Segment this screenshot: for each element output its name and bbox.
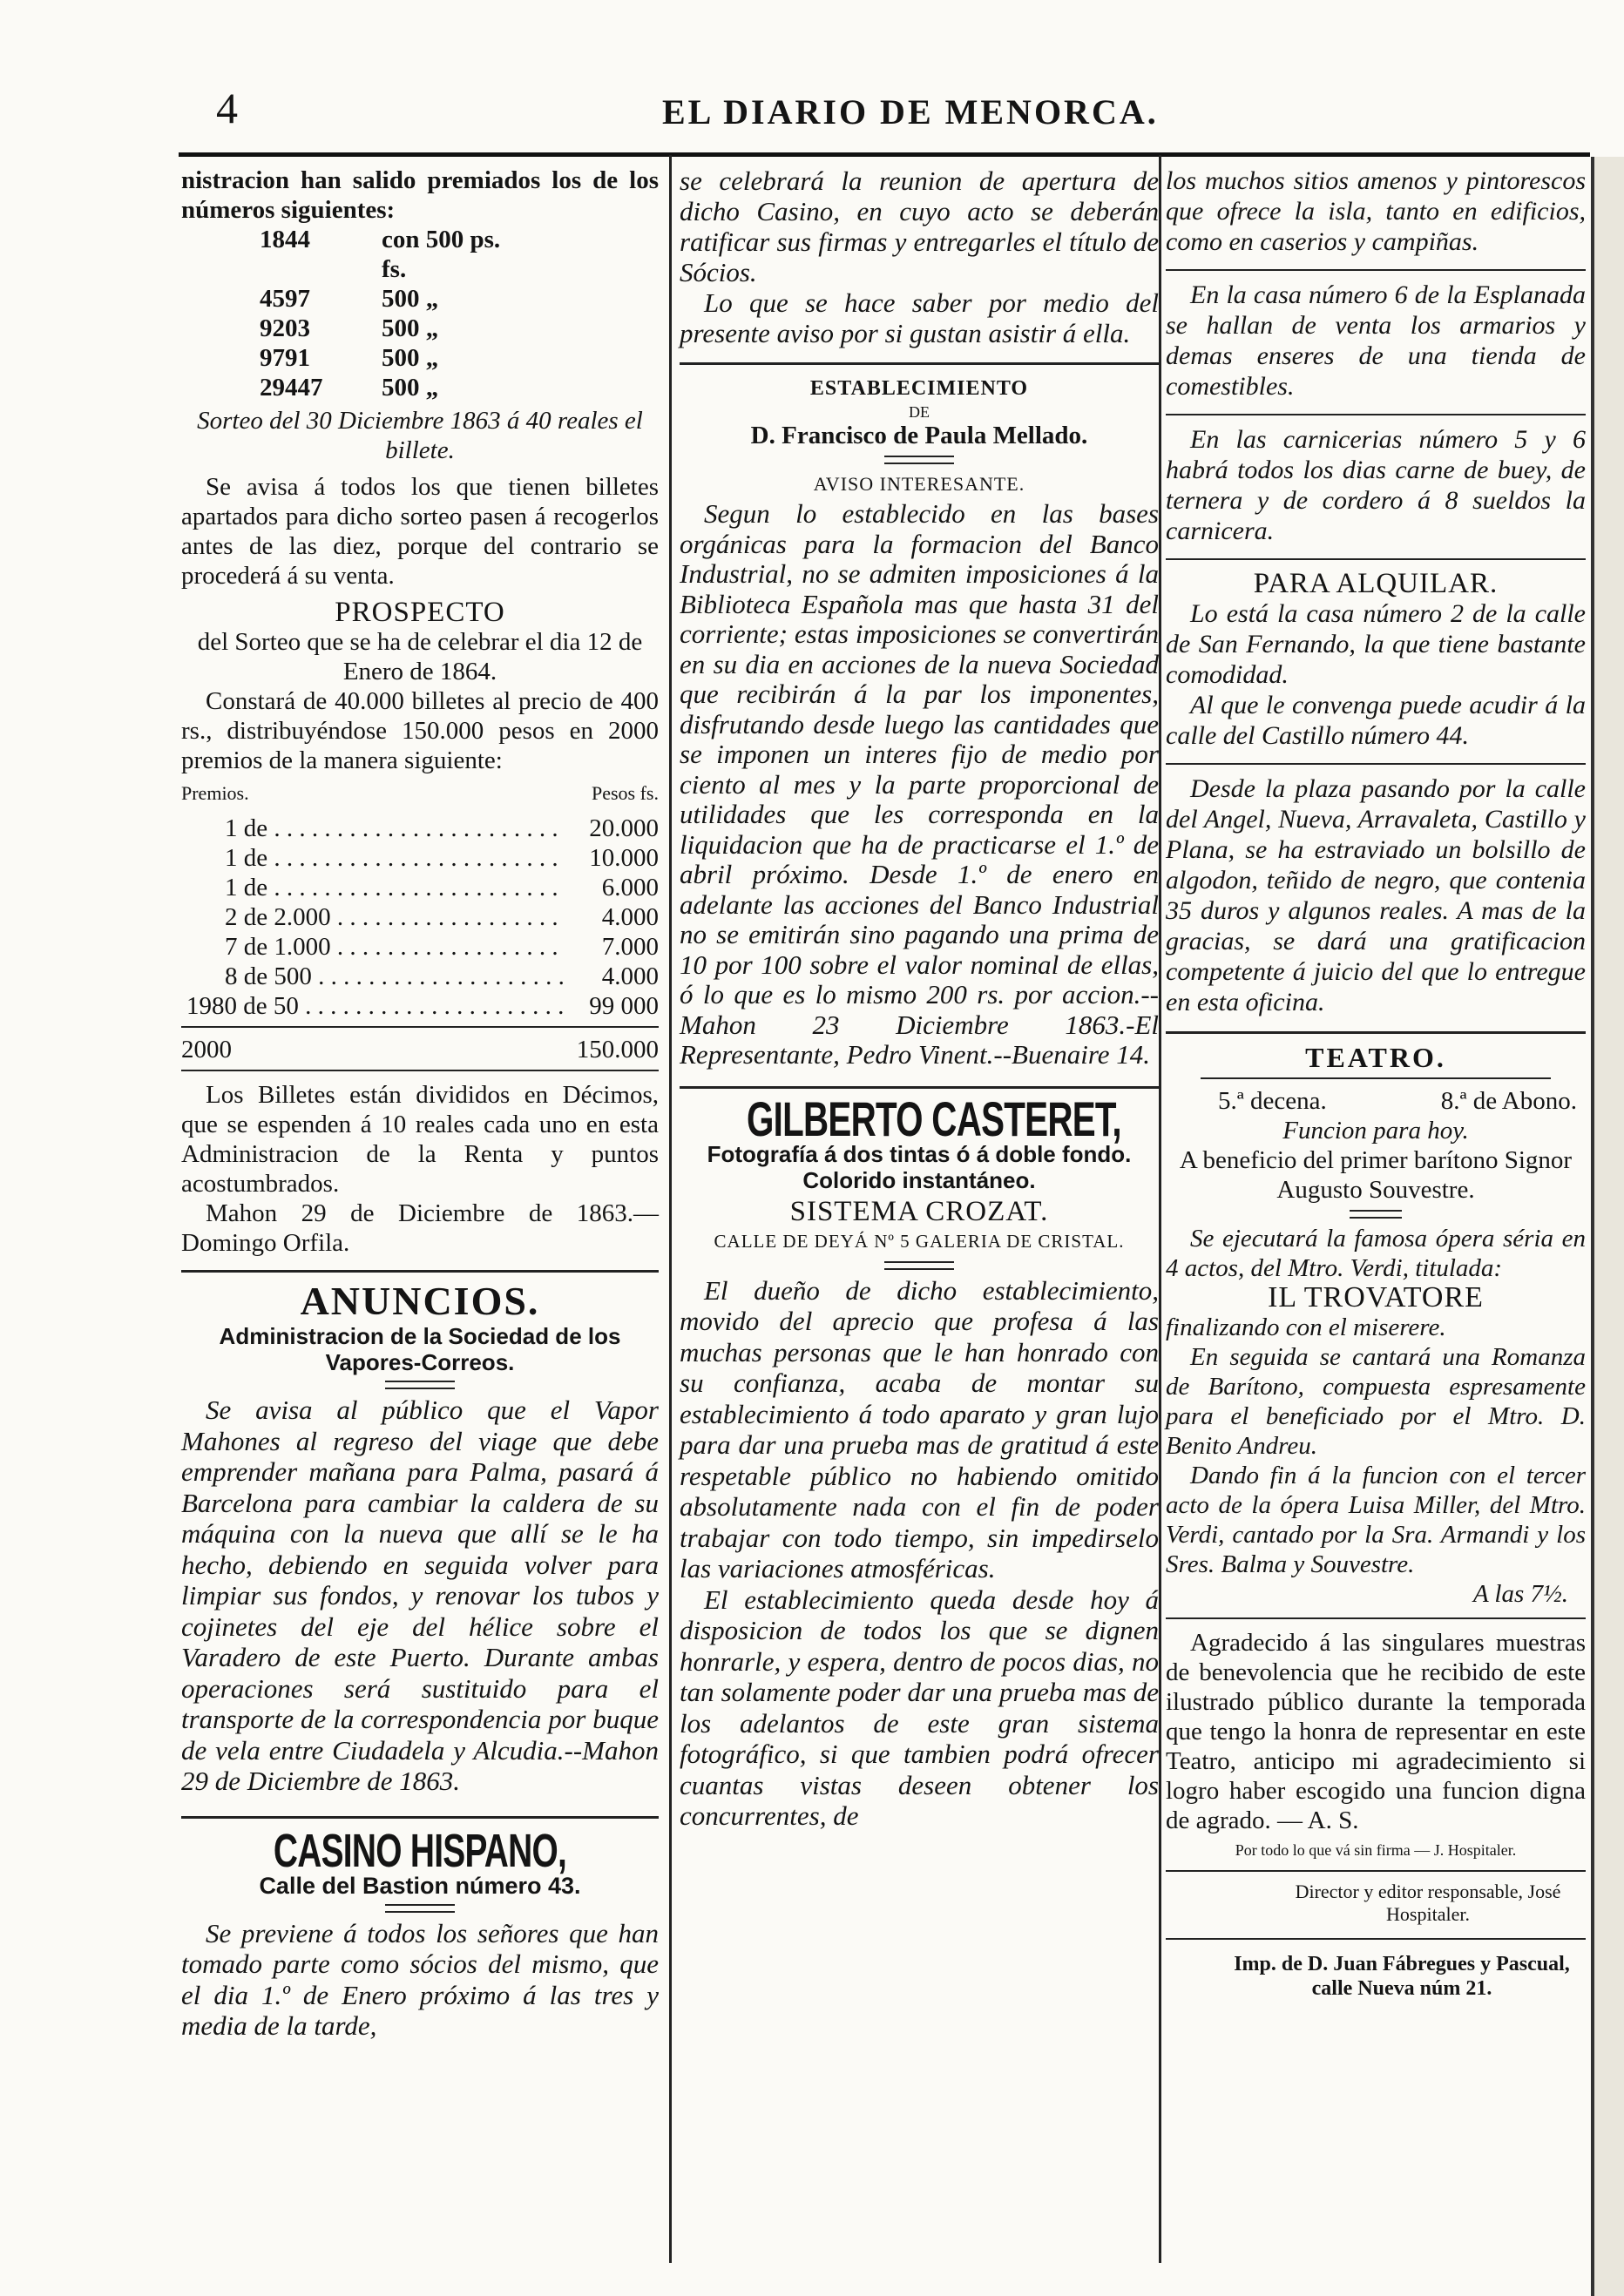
column-3 xyxy=(1166,165,1586,2001)
aviso-heading: AVISO INTERESANTE. xyxy=(813,473,1025,495)
divider xyxy=(1201,1077,1551,1079)
prospecto-body: Constará de 40.000 billetes al precio de 400 rs., distribuyéndose 150.000 pesos en 2000 premios de la manera siguiente: xyxy=(181,687,659,774)
divider xyxy=(1166,558,1586,560)
aviso-body: Segun lo establecido en las bases orgánicas para la formacion del Banco Industrial, no se admiten imposiciones á la Biblioteca Española mas que hasta 31 del corriente; estas imposiciones se convertirán en su dia en acciones de la nueva Sociedad que recibirán á la par los imponentes, disfrutando desde luego las cantidades que se imponen un interes fijo de medio por ciento al mes y la parte proporcional de utilidades que les corresponda en la liquidacion que ha de practicarse el 1.º de abril próximo. Desde 1.º de enero en adelante las acciones del Banco Industrial no se emitirán sino pagando una prima de 10 por 100 sobre el valor nominal de ellas, ó lo que es lo mismo 200 rs. por accion.--Mahon 23 Diciembre 1863.-El Representante, Pedro Vinent.--Buenaire 14. xyxy=(680,498,1159,1070)
anuncios-title: ANUNCIOS. xyxy=(300,1279,540,1323)
sorteo-line: Sorteo del 30 Diciembre 1863 á 40 reales el billete. xyxy=(197,407,643,464)
premio-row: 7 de 1.000 . . . 7.000 xyxy=(181,932,659,962)
casino-note: Lo que se hace saber por medio del presente aviso por si gustan asistir á ella. xyxy=(680,287,1159,348)
vistas-continuation: los muchos sitios amenos y pintorescos que ofrece la isla, tanto en edificios, como en caserios y campiñas. xyxy=(1166,166,1586,256)
casino-title: CASINO HISPANO, xyxy=(273,1824,567,1877)
prospecto-subtitle: del Sorteo que se ha de celebrar el dia 12 de Enero de 1864. xyxy=(197,628,643,685)
ornament xyxy=(385,1381,455,1389)
divider xyxy=(1166,1938,1586,1940)
divider xyxy=(680,1086,1159,1089)
casino-continuation: se celebrará la reunion de apertura de dicho Casino, en cuyo acto se deberán ratificar sus firmas y entregarles el título de Sócios. xyxy=(680,165,1159,287)
premios-table xyxy=(181,814,659,1021)
vapores-body: Se avisa al público que el Vapor Mahones al regreso del viage que debe emprender mañana para Palma, pasará á Barcelona para cambiar la caldera de su máquina con la nueva que allí se le ha hecho, debiendo en seguida volver para limpiar sus fondos, y renovar los tubos y cojinetes del eje del hélice sobre el Varadero de este Puerto. Durante ambas operaciones será sustituido para el transporte de la correspondencia por buque de vela entre Ciudadela y Alcudia.--Mahon 29 de Diciembre de 1863. xyxy=(181,1394,659,1796)
sin-firma-note: Por todo lo que vá sin firma — J. Hospitaler. xyxy=(1235,1841,1517,1859)
newspaper-title: EL DIARIO DE MENORCA. xyxy=(662,92,1159,132)
establecimiento-de: DE xyxy=(909,403,930,421)
divider xyxy=(1166,1870,1586,1872)
divider xyxy=(680,362,1159,365)
establecimiento-name: D. Francisco de Paula Mellado. xyxy=(750,422,1088,449)
divider xyxy=(1166,269,1586,271)
masthead xyxy=(174,83,1507,144)
premio-row: 8 de 500 . . . 4.000 xyxy=(181,962,659,991)
imprenta-credit: Imp. de D. Juan Fábregues y Pascual, calle Nueva núm 21. xyxy=(1234,1953,1570,2000)
ornament xyxy=(1350,1210,1402,1219)
billetes-text: Los Billetes están divididos en Décimos, que se espenden á 10 reales cada uno en esta Administracion de la Renta y puntos acostumbrados. xyxy=(181,1081,659,1198)
premio-row: 1 de . . . 6.000 xyxy=(181,873,659,902)
header-rule xyxy=(179,152,1590,157)
ornament xyxy=(385,1904,455,1913)
lottery-signoff: Mahon 29 de Diciembre de 1863.—Domingo Orfila. xyxy=(181,1199,659,1257)
divider xyxy=(1166,763,1586,765)
fotografia-address: CALLE DE DEYÁ Nº 5 GALERIA DE CRISTAL. xyxy=(714,1230,1125,1252)
opera-title: IL TROVATORE xyxy=(1268,1281,1484,1313)
fotografia-title: GILBERTO CASTERET, xyxy=(747,1091,1121,1146)
scan-edge-margin xyxy=(1594,157,1624,2296)
lottery-intro: nistracion han salido premiados los de los números siguientes: xyxy=(181,166,659,224)
alquilar-body: Lo está la casa número 2 de la calle de San Fernando, la que tiene bastante comodidad. xyxy=(1166,599,1586,689)
column-2 xyxy=(680,165,1159,1832)
fotografia-body-2: El establecimiento queda desde hoy á disposicion de todos los que se dignen honrarle, y espera, dentro de pocos dias, no tan solamente poder dar una prueba mas de los adelantos de este gran sistema fotográfico, si que tambien podrá ofrecer cuantas vistas deseen obtener los concurrentes, de xyxy=(680,1584,1159,1831)
alquilar-note: Al que le convenga puede acudir á la calle del Castillo número 44. xyxy=(1166,691,1586,750)
alquilar-title: PARA ALQUILAR. xyxy=(1253,568,1499,599)
column-1 xyxy=(181,165,659,2042)
teatro-title: TEATRO. xyxy=(1305,1042,1446,1073)
fotografia-body-1: El dueño de dicho establecimiento, movido del aprecio que profesa á las muchas personas que le han honrado con su confianza, acaba de montar su establecimiento á todo aparato y gran lujo para dar una prueba mas de gratitud á este respetable público no habiendo omitido absolutamente nada con el fin de poder trabajar con todo tiempo, sin impedirselo las variaciones atmosféricas. xyxy=(680,1274,1159,1584)
divider xyxy=(1166,414,1586,415)
premio-row: 1980 de 50 . . . 99 000 xyxy=(181,991,659,1021)
hora-funcion: A las 7½. xyxy=(1472,1580,1568,1608)
premio-row: 2 de 2.000 . . . 4.000 xyxy=(181,902,659,932)
vapores-title: Administracion de la Sociedad de los Vapores-Correos. xyxy=(219,1323,621,1375)
director-credit: Director y editor responsable, José Hospitaler. xyxy=(1295,1881,1561,1925)
premios-total-rule xyxy=(181,1026,659,1028)
casino-subtitle: Calle del Bastion número 43. xyxy=(259,1872,581,1899)
winner-row: 9791 500 „ xyxy=(260,344,439,372)
winner-row: 4597 500 „ xyxy=(260,285,439,313)
premio-row: 1 de . . . 20.000 xyxy=(181,814,659,843)
agradecido-text: Agradecido á las singulares muestras de benevolencia que he recibido de este ilustrado público durante la temporada que tengo la honra de representar en este Teatro, anticipo mi agradecimiento si logro haber escogido una funcion digna de agrado. — A. S. xyxy=(1166,1629,1586,1834)
teatro-beneficio: A beneficio del primer barítono Signor Augusto Souvestre. xyxy=(1179,1146,1573,1204)
establecimiento-title: ESTABLECIMIENTO xyxy=(809,377,1029,400)
fotografia-subtitle: Fotografía á dos tintas ó á doble fondo. Colorido instantáneo. xyxy=(707,1140,1132,1193)
carnicerias-notice: En las carnicerias número 5 y 6 habrá todos los dias carne de buey, de ternera y de cordero á 8 sueldos la carnicera. xyxy=(1166,425,1586,545)
divider xyxy=(181,1070,659,1071)
bolsillo-notice: Desde la plaza pasando por la calle del Angel, Nueva, Arravaleta, Castillo y Plana, se ha estraviado un bolsillo de algodon, teñido de negro, que contenia 35 duros y algunos reales. A mas de la gracias, se dará una gratificacion competente á juicio del que lo entregue en esta oficina. xyxy=(1166,774,1586,1016)
teatro-decena-row: 5.ª decena. 8.ª de Abono. xyxy=(1218,1087,1577,1115)
opera-miserere: finalizando con el miserere. xyxy=(1166,1313,1446,1341)
winners-list xyxy=(181,225,659,402)
premio-row: 1 de . . . 10.000 xyxy=(181,843,659,873)
winner-row: 1844 con 500 ps. fs. xyxy=(260,226,501,283)
ornament xyxy=(884,1261,954,1270)
divider xyxy=(181,1816,659,1819)
final-act-text: Dando fin á la funcion con el tercer acto de la ópera Luisa Miller, del Mtro. Verdi, cantado por la Sra. Armandi y los Sres. Balma y Souvestre. xyxy=(1166,1462,1586,1578)
romanza-text: En seguida se cantará una Romanza de Barítono, compuesta espresamente para el beneficiado por el Mtro. D. Benito Andreu. xyxy=(1166,1343,1586,1460)
page-number: 4 xyxy=(216,84,238,132)
casino-body: Se previene á todos los señores que han tomado parte como sócios del mismo, que el dia 1.º de Enero próximo á las tres y media de la tarde, xyxy=(181,1917,659,2041)
premios-total: 2000 150.000 xyxy=(181,1036,659,1064)
premios-header: Premios. Pesos fs. xyxy=(181,782,659,804)
teatro-funcion: Funcion para hoy. xyxy=(1282,1117,1469,1145)
column-divider-2 xyxy=(1159,155,1161,2263)
winner-row: 29447 500 „ xyxy=(260,374,439,402)
column-divider-1 xyxy=(669,155,672,2263)
ornament xyxy=(884,456,954,464)
divider xyxy=(1166,1031,1586,1034)
winner-row: 9203 500 „ xyxy=(260,314,439,342)
divider xyxy=(181,1270,659,1273)
aviso-billetes: Se avisa á todos los que tienen billetes apartados para dicho sorteo pasen á recogerlos antes de las diez, porque del contrario se procederá á su venta. xyxy=(181,473,659,590)
divider xyxy=(1166,1617,1586,1619)
prospecto-title: PROSPECTO xyxy=(335,597,505,628)
opera-intro: Se ejecutará la famosa ópera séria en 4 actos, del Mtro. Verdi, titulada: xyxy=(1166,1225,1586,1282)
sistema-crozat: SISTEMA CROZAT. xyxy=(789,1195,1049,1227)
esplanada-notice: En la casa número 6 de la Esplanada se hallan de venta los armarios y demas enseres de una tienda de comestibles. xyxy=(1166,280,1586,401)
